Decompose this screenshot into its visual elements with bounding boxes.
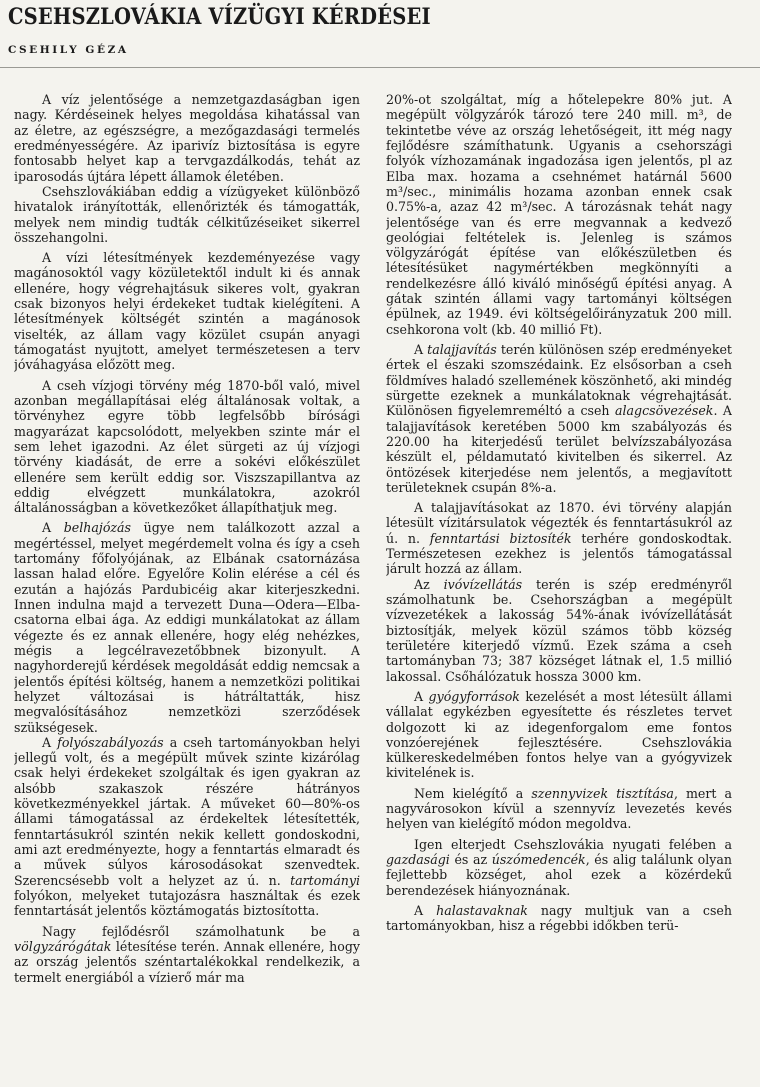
text-run: Igen elterjedt Csehszlovákia nyugati felében a [414, 836, 732, 852]
text-run: kezelését a most létesült állami vállalat egykézben egyesítette és részletes tervet dolgozott ki az idegenforgalom eme fontos vonzóerejének fejlesztésére. Csehszlovákia külkereskedelmében fontos helye van a gyógyvizek kivitelének is. [386, 688, 732, 781]
emphasized-term: gazdasági [386, 852, 450, 867]
text-run: A vízi létesítmények kezdeményezése vagy magánosoktól vagy közületektől indult ki és annak ellenére, hogy végrehajtásuk sikeres volt, gyakran csak bizonyos helyi érdekeket tudtak kielégíteni. A létesítmények költségét szintén a magánosok viselték, az állam vagy közület csupán anyagi támogatást nyujtott, amelyet természetesen a terv jóváhagyása előzött meg. [14, 250, 360, 373]
emphasized-term: ivóvízellátás [443, 576, 523, 592]
text-run: 20%-ot szolgáltat, míg a hőtelepekre 80% jut. A megépült völgyzárók tározó tere 240 mill. m³, de tekintetbe véve az ország lehetőségeit, itt még nagy fejlődésre számíthatunk. Ugyanis a csehországi folyók vízhozamának ingadozása igen jelentős, pl az Elba max. hozama a csehnémet határnál 5600 m³/sec., minimális hozama azonban ennek csak 0.75%-a, azaz 42 m³/sec. A tározásnak tehát nagy jelentősége van és erre megvannak a kedvező geológiai feltételek is. Jelenleg is számos völgyzárógát építése van előkészületben és létesítésüket nagymértékben megkönnyíti a rendelkezésre álló kiváló minőségű építési anyag. A gátak szintén állami vagy tartományi költségen épülnek, az 1949. évi költségelőirányzatuk 200 mill. csehkorona volt (kb. 40 millió Ft). [386, 92, 732, 337]
text-run: A cseh vízjogi törvény még 1870-ből való, mivel azonban megállapításai elég általánosak voltak, a törvényhez egyre több legfelsőbb bírósági magyarázat kapcsolódott, melyekben szinte már el sem lehet igazodni. Az élet sürgeti az új vízjogi törvény kiadását, de erre a sokévi előkészület ellenére sem került eddig sor. Viszszapillantva az eddig elvégzett munkálatokra, azokról általánosságban a következőket állapíthatjuk meg. [14, 377, 360, 516]
emphasized-term: halastavaknak [436, 902, 528, 918]
paragraph [14, 250, 360, 373]
paragraph [386, 837, 732, 898]
paragraph [386, 689, 732, 781]
text-run: a cseh tartományokban helyi jellegű volt, és a megépült művek szinte kizárólag csak helyi érdekeket szolgáltak és igen gyakran az alsóbb szakaszok részére hátrányos következményekkel jártak. A műveket 60—80%-os állami támogatással az érdekeltek létesítették, fenntartásukról szintén nekik kellett gondoskodni, ami azt eredményezte, hogy a fenntartás elmaradt és a művek súlyos károsodásokat szenvedtek. Szerencsésebb volt a helyzet az ú. n. [14, 734, 360, 888]
text-run: A [414, 902, 437, 918]
text-run: A [414, 688, 429, 704]
emphasized-term: gyógyforrások [428, 688, 520, 704]
text-run: nagy multjuk van a cseh tartományokban, hisz a régebbi időkben terü- [386, 902, 732, 934]
article-title: CSEHSZLOVÁKIA VÍZÜGYI KÉRDÉSEI [8, 4, 431, 30]
text-run: létesítése terén. Annak ellenére, hogy az ország jelentős széntartalékokkal rendelkezik, a termelt energiából a vízierő már ma [14, 938, 360, 985]
emphasized-term: belhajózás [63, 520, 132, 536]
left-column [14, 92, 360, 1087]
header-rule [0, 67, 760, 68]
emphasized-term: folyószabályozás [57, 734, 164, 750]
text-run: , és alig találunk olyan fejlettebb községet, ahol ezek a közérdekű berendezések hiányoznának. [386, 852, 732, 898]
text-run: . A talajjavítások keretében 5000 km szabályozás és 220.00 ha kiterjedésű terület belvízszabályozása készült el, példamutató kivitelben és sikerrel. Az öntözések kiterjedése nem jelentős, a megjavított területeknek csupán 8%-a. [386, 403, 732, 495]
emphasized-term: fenntartási biztosíték [429, 530, 572, 546]
emphasized-term: völgyzárógátak [14, 938, 112, 954]
text-run: Nem kielégítő a [414, 785, 532, 801]
paragraph [14, 924, 360, 985]
text-run: A [42, 734, 58, 750]
paragraph [386, 786, 732, 832]
emphasized-term: talajjavítás [427, 342, 497, 357]
paragraph [14, 735, 360, 919]
paragraph [386, 577, 732, 684]
emphasized-term: tartományi [290, 872, 360, 888]
text-run: terhére gondoskodtak. Természetesen ezekhez is jelentős támogatással járult hozzá az állam. [386, 530, 732, 577]
paragraph [14, 92, 360, 184]
right-column [386, 92, 732, 1087]
emphasized-term: úszómedencék [491, 852, 586, 867]
text-run: A [42, 520, 64, 536]
text-run: terén különösen szép eredményeket értek el északi szomszédaink. Ez elsősorban a cseh földmíves haladó szellemének köszönhető, aki mindég sürgette ezeknek a munkálatoknak végrehajtását. Különösen figyelemreméltó a cseh [386, 342, 732, 419]
text-run: Az [414, 576, 444, 592]
paragraph [386, 903, 732, 934]
paragraph [14, 520, 360, 734]
text-run: ügye nem találkozott azzal a megértéssel, melyet megérdemelt volna és így a cseh tartomány főfolyójának, az Elbának csatornázása lassan halad előre. Egyelőre Kolin elérése a cél és ezután a hajózás Pardubicéig akar kiterjeszkedni. Innen indulna majd a tervezett Duna—Odera—Elba-csatorna elbai ága. Az eddigi munkálatokat az állam végezte és ez annak ellenére, hogy elég nehézkes, mégis a legcélravezetőbbnek bizonyult. A nagyhorderejű kérdések megoldását eddig nemcsak a jelentős építési költség, hanem a nemzetközi politikai helyzet változásai is hátráltatták, hisz megvalósításához nemzetközi szerződések szükségesek. [14, 520, 360, 735]
emphasized-term: szennyvizek tisztítása [531, 785, 674, 801]
text-run: A talajjavításokat az 1870. évi törvény alapján létesült vízitársulatok végezték és fenntartásukról az ú. n. [386, 500, 732, 546]
paragraph [386, 92, 732, 337]
text-run: és az [449, 852, 492, 867]
text-run: A víz jelentősége a nemzetgazdaságban igen nagy. Kérdéseinek helyes megoldása kihatással van az életre, az egészségre, a mezőgazdasági termelés eredményességére. Az iparivíz biztosítása is egyre fontosabb helyet kap a tervgazdálkodás, tehát az iparosodás újtára lépett államok életében. [14, 92, 360, 184]
text-run: , mert a nagyvárosokon kívül a szennyvíz levezetés kevés helyen van kielégítő módon megoldva. [386, 785, 732, 832]
paragraph [386, 500, 732, 577]
paragraph [14, 378, 360, 516]
emphasized-term: alagcsövezések [615, 403, 714, 419]
text-run: Nagy fejlődésről számolhatunk be a [42, 923, 360, 939]
text-run: folyókon, melyeket tutajozásra használtak és ezek fenntartását jelentős köztámogatás biztosította. [14, 887, 360, 919]
paragraph [14, 184, 360, 245]
paragraph [386, 342, 732, 495]
text-run: Csehszlovákiában eddig a vízügyeket különböző hivatalok irányították, ellenőrizték és támogatták, melyek nem mindig tudták célkitűzéseiket sikerrel összehangolni. [14, 183, 360, 245]
text-run: A [414, 342, 428, 357]
author-name: CSEHILY GÉZA [8, 44, 129, 56]
text-run: terén is szép eredményről számolhatunk be. Csehországban a megépült vízvezetékek a lakosság 54%-ának ivóvízellátását biztosítják, melyek közül számos több község területére kiterjedő vízmű. Ezek száma a cseh tartományban 73; 387 községet látnak el, 1.5 millió lakossal. Csőhálózatuk hossza 3000 km. [386, 576, 732, 684]
